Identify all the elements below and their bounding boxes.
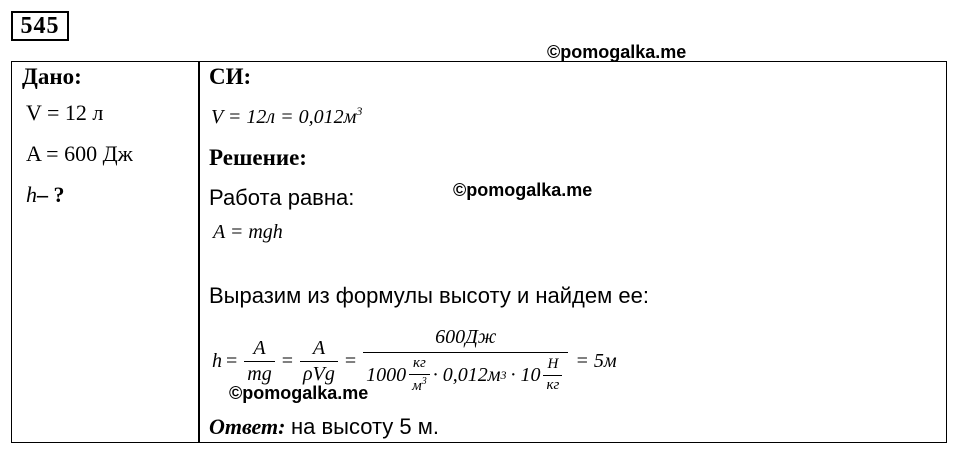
fraction-a-mg-den: mg (244, 361, 274, 385)
watermark-bottom: ©pomogalka.me (229, 383, 369, 403)
column-divider (198, 61, 200, 443)
den-1000: 1000 (366, 364, 407, 386)
formula-h: h (212, 349, 222, 372)
den-volume: · 0,012м (432, 364, 501, 386)
si-conversion-text: V = 12л = 0,012м (211, 106, 357, 128)
answer-label: Ответ: (209, 414, 286, 439)
fraction-numeric-num: 600Дж (435, 326, 497, 349)
si-conversion-exp: 3 (356, 104, 363, 118)
given-work: A = 600 Дж (26, 141, 133, 166)
den-g: · 10 (510, 364, 541, 386)
solution-header: Решение: (209, 145, 307, 170)
formula-eq-2: = (281, 349, 294, 372)
fraction-a-rhovg-num: A (312, 336, 326, 359)
den-g-unit (543, 357, 562, 394)
given-unknown-mark: – ? (37, 182, 65, 207)
watermark-middle: ©pomogalka.me (453, 180, 593, 200)
given-unknown-var: h (26, 182, 37, 207)
fraction-numeric (363, 327, 568, 395)
den-g-num: Н (547, 356, 559, 373)
formula-eq-1: = (226, 349, 238, 372)
watermark-top: ©pomogalka.me (547, 42, 687, 62)
fraction-a-mg (244, 338, 274, 385)
given-header: Дано: (22, 64, 82, 89)
den-density-den (409, 374, 430, 395)
formula-result: = 5м (575, 349, 617, 372)
den-density-exp: 3 (421, 376, 427, 387)
den-density-num: кг (412, 355, 426, 372)
given-unknown (26, 182, 65, 208)
den-density-m: м (412, 378, 422, 394)
si-conversion (211, 104, 362, 129)
work-formula: A = mgh (213, 221, 283, 243)
den-volume-exp: 3 (500, 368, 507, 383)
fraction-a-rhovg (300, 338, 338, 385)
formula-eq-3: = (344, 349, 357, 372)
fraction-a-rhovg-den: ρVg (300, 361, 338, 385)
express-text: Выразим из формулы высоту и найдем ее: (209, 283, 649, 308)
answer (209, 414, 439, 440)
fraction-numeric-den (363, 352, 568, 395)
answer-text: на высоту 5 м. (290, 414, 440, 439)
problem-number: 545 (11, 11, 69, 41)
den-g-den: кг (543, 375, 562, 394)
work-text: Работа равна: (209, 185, 355, 210)
si-header: СИ: (209, 64, 252, 89)
den-density-unit (409, 356, 430, 395)
fraction-a-mg-num: A (253, 336, 266, 359)
given-volume: V = 12 л (26, 100, 104, 125)
